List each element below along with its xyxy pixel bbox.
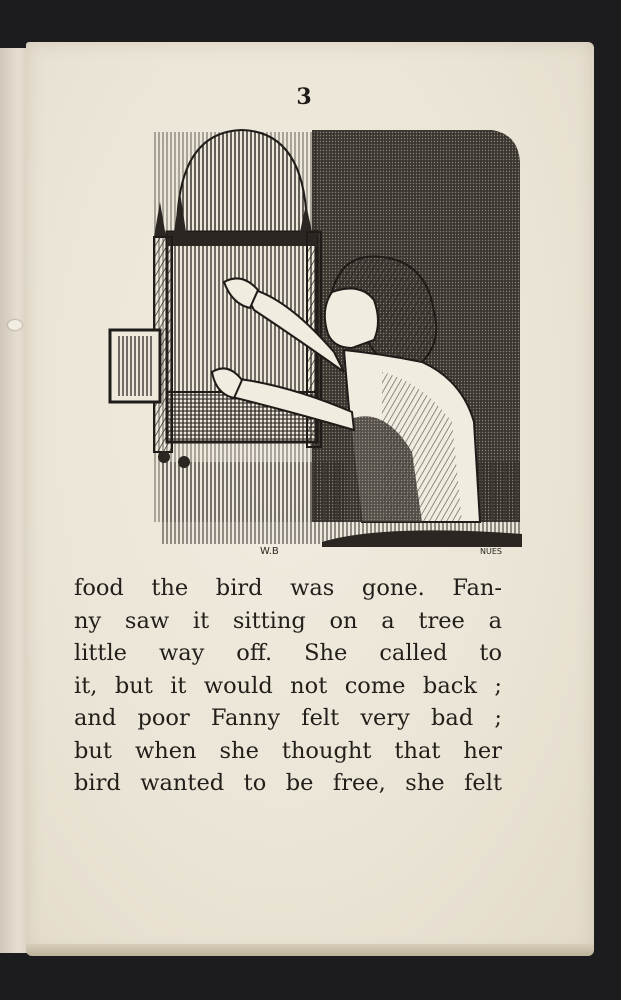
book-page — [26, 42, 594, 954]
text-line: and poor Fanny felt very bad ; — [74, 705, 502, 731]
page-number: 3 — [296, 84, 312, 110]
body-text — [74, 572, 502, 800]
text-line: but when she thought that her — [74, 737, 502, 764]
text-line: food the bird was gone. Fan- — [74, 575, 502, 601]
woodcut-illustration — [82, 122, 522, 557]
text-line: ny saw it sitting on a tree a — [74, 607, 502, 634]
text-line: bird wanted to be free, she felt — [74, 770, 502, 796]
binding-hole — [8, 320, 22, 330]
text-line: it, but it would not come back ; — [74, 672, 502, 699]
engraver-signature: W.B — [260, 546, 279, 557]
engraver-mark: NUES — [480, 547, 502, 556]
woman-face — [325, 288, 378, 348]
text-line: little way off. She called to — [74, 640, 502, 666]
page-bottom-edge — [26, 944, 594, 956]
